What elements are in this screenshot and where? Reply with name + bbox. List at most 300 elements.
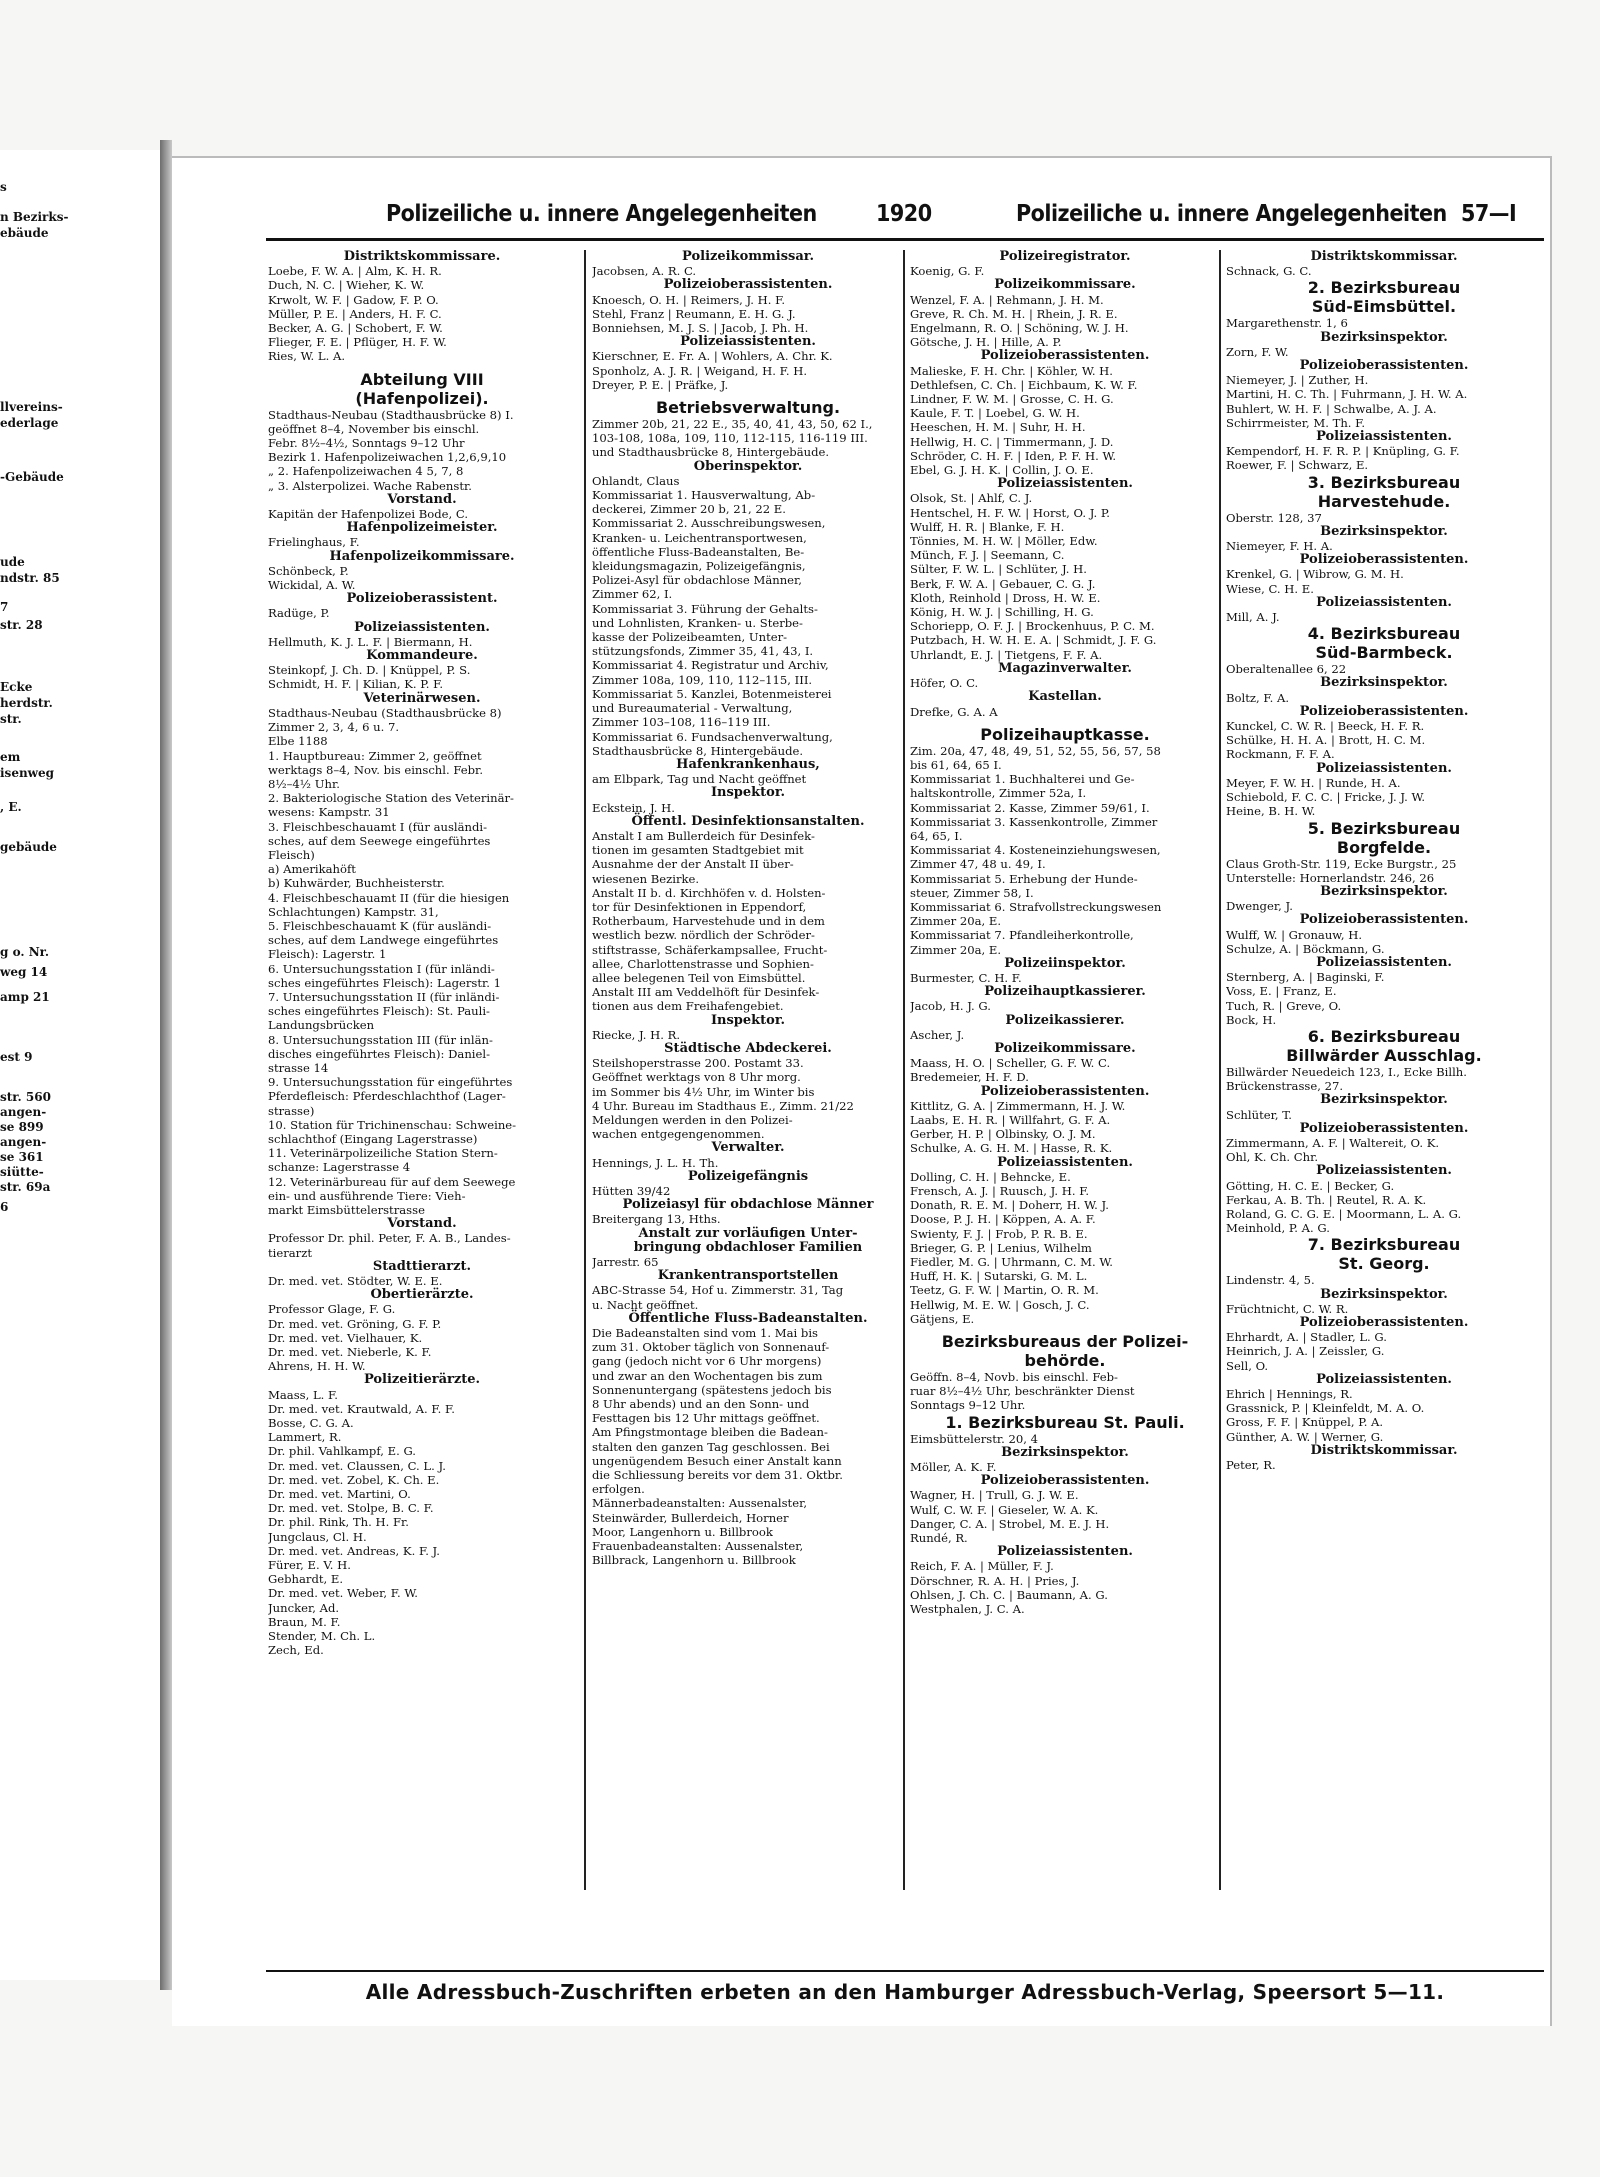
entry-line: Kranken- u. Leichentransportwesen, [592,530,807,545]
running-header [216,195,1544,235]
entry-line: Schlüter, T. [1226,1107,1292,1122]
entry-line: Brieger, G. P. | Lenius, Wilhelm [910,1240,1092,1255]
entry-line: Dr. med. vet. Zobel, K. Ch. E. [268,1472,440,1487]
entry-line: Zimmer 108a, 109, 110, 112–115, III. [592,672,813,687]
entry-line: Ferkau, A. B. Th. | Reutel, R. A. K. [1226,1192,1427,1207]
entry-line: Olsok, St. | Ahlf, C. J. [910,491,1033,506]
entry-line: Meyer, F. W. H. | Runde, H. A. [1226,775,1401,790]
entry-line: Dethlefsen, C. Ch. | Eichbaum, K. W. F. [910,377,1138,392]
entry-line: 4 Uhr. Bureau im Stadthaus E., Zimm. 21/22 [592,1098,854,1113]
column-2 [592,250,904,1900]
entry-line: Heine, B. H. W. [1226,804,1316,819]
section-heading: Bezirksinspektor. [1320,1092,1448,1108]
entry-line: Lammert, R. [268,1430,342,1445]
entry-line: Niemeyer, F. H. A. [1226,539,1333,554]
section-heading: Stadttierarzt. [372,1258,472,1274]
bureau-heading: Süd-Barmbeck. [1315,643,1453,663]
section-heading: Polizeikommissare. [994,277,1136,293]
entry-line: Kommissariat 1. Buchhalterei und Ge- [910,772,1135,787]
entry-line: tor für Desinfektionen in Eppendorf, [592,899,807,914]
entry-line: Kittlitz, G. A. | Zimmermann, H. J. W. [910,1098,1126,1113]
section-heading: bringung obdachloser Familien [633,1239,863,1255]
bureau-heading: Bezirksbureaus der Polizei- [941,1332,1189,1352]
entry-line: schanze: Lagerstrasse 4 [268,1160,411,1175]
entry-line: Breitergang 13, Hths. [592,1212,721,1227]
entry-line: Kaule, F. T. | Loebel, G. W. H. [910,406,1080,421]
entry-line: Sonnenuntergang (spätestens jedoch bis [592,1382,832,1397]
section-heading: Bezirksinspektor. [1320,675,1448,691]
left-page-text: str. 69a [0,1180,51,1194]
entry-line: Münch, F. J. | Seemann, C. [910,548,1065,563]
entry-line: Geöffn. 8–4, Novb. bis einschl. Feb- [910,1370,1118,1385]
entry-line: Fürer, E. V. H. [268,1558,351,1573]
entry-line: allee, Charlottenstrasse und Sophien- [592,956,814,971]
entry-line: und Lohnlisten, Kranken- u. Sterbe- [592,615,803,630]
bureau-heading: St. Georg. [1338,1254,1430,1274]
entry-line: Schmidt, H. F. | Kilian, K. P. F. [268,677,444,692]
entry-line: ungenügendem Besuch einer Anstalt kann [592,1453,842,1468]
entry-line: werktags 8–4, Nov. bis einschl. Febr. [268,762,484,777]
entry-line: Hellwig, M. E. W. | Gosch, J. C. [910,1297,1090,1312]
entry-line: Ohl, K. Ch. Chr. [1226,1150,1319,1165]
entry-line: „ 3. Alsterpolizei. Wache Rabenstr. [268,478,472,493]
entry-line: Teetz, G. F. W. | Martin, O. R. M. [910,1283,1099,1298]
left-page-text: siütte- [0,1165,44,1179]
entry-line: Braun, M. F. [268,1614,341,1629]
entry-line: Hellwig, H. C. | Timmermann, J. D. [910,434,1114,449]
entry-line: Buhlert, W. H. F. | Schwalbe, A. J. A. [1226,401,1437,416]
header-year: 1920 [876,201,932,227]
entry-line: Schirrmeister, M. Th. F. [1226,415,1366,430]
left-page-text: 7 [0,600,9,614]
section-heading: Polizeioberassistent. [346,591,498,607]
entry-line: Boltz, F. A. [1226,690,1290,705]
entry-line: strasse 14 [268,1060,329,1075]
entry-line: Schlachtungen) Kampstr. 31, [268,904,439,919]
entry-line: 6. Untersuchungsstation I (für inländi- [268,961,495,976]
entry-line: Dr. med. vet. Weber, F. W. [268,1586,418,1601]
section-heading: Krankentransportstellen [657,1268,839,1284]
section-heading: Polizeioberassistenten. [1299,703,1469,719]
entry-line: u. Nacht geöffnet. [592,1297,699,1312]
section-heading: Polizeihauptkassierer. [984,984,1146,1000]
entry-line: Bezirk 1. Hafenpolizeiwachen 1,2,6,9,10 [268,450,507,465]
left-page-text: weg 14 [0,965,48,979]
entry-line: 1. Hauptbureau: Zimmer 2, geöffnet [268,748,482,763]
entry-line: Ahrens, H. H. W. [268,1359,366,1374]
entry-line: Bosse, C. G. A. [268,1416,354,1431]
entry-line: Wenzel, F. A. | Rehmann, J. H. M. [910,292,1104,307]
entry-line: Sponholz, A. J. R. | Weigand, H. F. H. [592,363,808,378]
section-heading: Distriktskommissar. [1310,1442,1458,1458]
entry-line: Rockmann, F. F. A. [1226,747,1335,762]
entry-line: 9. Untersuchungsstation für eingeführtes [268,1075,513,1090]
section-heading: Polizeitierärzte. [363,1372,481,1388]
entry-line: Heinrich, J. A. | Zeissler, G. [1226,1344,1385,1359]
entry-line: Schülke, H. H. A. | Brott, H. C. M. [1226,733,1426,748]
entry-line: Meldungen werden in den Polizei- [592,1112,793,1127]
entry-line: König, H. W. J. | Schilling, H. G. [910,605,1094,620]
entry-line: Jacob, H. J. G. [910,999,991,1014]
bureau-heading: 3. Bezirksbureau [1307,472,1461,492]
section-heading: Polizeigefängnis [687,1168,809,1184]
entry-line: Ascher, J. [910,1027,965,1042]
entry-line: Gätjens, E. [910,1311,975,1326]
section-heading: Polizeioberassistenten. [1299,1120,1469,1136]
bureau-heading: 2. Bezirksbureau [1307,278,1461,298]
entry-line: ruar 8½–4½ Uhr, beschränkter Dienst [910,1384,1135,1399]
entry-line: Dolling, C. H. | Behncke, E. [910,1169,1071,1184]
column-3 [910,250,1220,1900]
entry-line: Professor Dr. phil. Peter, F. A. B., Landes- [268,1231,511,1246]
section-heading: Polizeioberassistenten. [1299,358,1469,374]
entry-line: öffentliche Fluss-Badeanstalten, Be- [592,544,805,559]
entry-line: Schröder, C. H. F. | Iden, P. F. H. W. [910,448,1117,463]
entry-line: Kommissariat 4. Kosteneinziehungswesen, [910,843,1161,858]
section-heading: Polizeioberassistenten. [1299,552,1469,568]
entry-line: Hennings, J. L. H. Th. [592,1155,719,1170]
entry-line: Reich, F. A. | Müller, F. J. [910,1559,1054,1574]
section-heading: Öffentl. Desinfektionsanstalten. [631,813,865,829]
section-heading: Polizeiregistrator. [999,250,1131,264]
entry-line: Wulff, W. | Gronauw, H. [1226,927,1363,942]
bureau-heading: Harvestehude. [1317,491,1451,511]
entry-line: am Elbpark, Tag und Nacht geöffnet [592,772,807,787]
section-heading: Polizeiassistenten. [997,476,1133,492]
entry-line: Jacobsen, A. R. C. [592,264,697,279]
entry-line: 4. Fleischbeschauamt II (für die hiesigen [268,890,510,905]
entry-line: erfolgen. [592,1482,645,1497]
entry-line: Gerber, H. P. | Olbinsky, O. J. M. [910,1127,1096,1142]
entry-line: geöffnet 8–4, November bis einschl. [268,421,480,436]
entry-line: Ausnahme der der Anstalt II über- [592,857,794,872]
section-heading: Distriktskommissare. [343,250,501,264]
left-page-text: -Gebäude [0,470,64,484]
entry-line: Brückenstrasse, 27. [1226,1079,1344,1094]
entry-line: Jungclaus, Cl. H. [268,1529,367,1544]
entry-line: Steilshoperstrasse 200. Postamt 33. [592,1056,804,1071]
entry-line: Duch, N. C. | Wieher, K. W. [268,278,425,293]
entry-line: Schiebold, F. C. C. | Fricke, J. J. W. [1226,790,1426,805]
section-heading: Polizeikassierer. [1005,1012,1125,1028]
entry-line: Müller, P. E. | Anders, H. F. C. [268,306,442,321]
entry-line: Ries, W. L. A. [268,349,346,364]
entry-line: Professor Glage, F. G. [268,1302,396,1317]
entry-line: Schönbeck, P. [268,563,349,578]
entry-line: Kommissariat 7. Pfandleiherkontrolle, [910,928,1134,943]
entry-line: Hellmuth, K. J. L. F. | Biermann, H. [268,634,473,649]
entry-line: Putzbach, H. W. H. E. A. | Schmidt, J. F. G. [910,633,1157,648]
entry-line: Frielinghaus, F. [268,535,360,550]
section-heading: Bezirksinspektor. [1320,329,1448,345]
entry-line: Berk, F. W. A. | Gebauer, C. G. J. [910,576,1096,591]
entry-line: b) Kuhwärder, Buchheisterstr. [268,876,445,891]
entry-line: Martini, H. C. Th. | Fuhrmann, J. H. W. A. [1226,387,1468,402]
entry-line: Radüge, P. [268,606,330,621]
header-page-number: 57—I [1461,201,1517,227]
entry-line: Steinwärder, Bullerdeich, Horner [592,1510,789,1525]
entry-line: Frauenbadeanstalten: Aussenalster, [592,1539,804,1554]
entry-line: Rundé, R. [910,1531,968,1546]
entry-line: Billbrack, Langenhorn u. Billbrook [592,1553,796,1568]
entry-line: und zwar an den Wochentagen bis zum [592,1368,823,1383]
section-heading: Vorstand. [387,1216,457,1232]
entry-line: Kommissariat 2. Ausschreibungswesen, [592,516,826,531]
entry-line: Laabs, E. H. R. | Willfahrt, G. F. A. [910,1112,1111,1127]
bureau-heading: Abteilung VIII [360,369,484,389]
left-page-text: isenweg [0,766,55,780]
entry-line: kasse der Polizeibeamten, Unter- [592,630,788,645]
entry-line: bis 61, 64, 65 I. [910,757,1002,772]
entry-line: Früchtnicht, C. W. R. [1226,1301,1349,1316]
entry-line: Wickidal, A. W. [268,578,356,593]
section-heading: Bezirksinspektor. [1320,1286,1448,1302]
section-heading: Polizeioberassistenten. [980,1473,1150,1489]
entry-line: Wiese, C. H. E. [1226,581,1314,596]
entry-line: Voss, E. | Franz, E. [1226,984,1337,999]
entry-line: Lindenstr. 4, 5. [1226,1273,1315,1288]
section-heading: Polizeiassistenten. [680,334,816,350]
entry-line: Moor, Langenhorn u. Billbrook [592,1524,773,1539]
bureau-heading: 6. Bezirksbureau [1307,1026,1461,1046]
entry-line: Schnack, G. C. [1226,264,1312,279]
section-heading: Verwalter. [711,1140,785,1156]
entry-line: Sell, O. [1226,1358,1269,1373]
entry-line: Dr. med. vet. Stödter, W. E. E. [268,1274,443,1289]
section-heading: Polizeikommissare. [994,1040,1136,1056]
entry-line: Stadthaus-Neubau (Stadthausbrücke 8) I. [268,407,514,422]
bureau-heading: 4. Bezirksbureau [1307,624,1461,644]
entry-line: deckerei, Zimmer 20 b, 21, 22 E. [592,502,786,517]
entry-line: Tuch, R. | Greve, O. [1226,998,1342,1013]
entry-line: stützungsfonds, Zimmer 35, 41, 43, I. [592,644,814,659]
entry-line: Anstalt III am Veddelhöft für Desinfek- [592,985,820,1000]
entry-line: Ohlsen, J. Ch. C. | Baumann, A. G. [910,1587,1108,1602]
footer-notice: Alle Adressbuch-Zuschriften erbeten an den Hamburger Adressbuch-Verlag, Speersort 5—11. [365,1980,1445,2004]
left-page-text: est 9 [0,1050,33,1064]
left-page-text: ebäude [0,226,49,240]
entry-line: Die Badeanstalten sind vom 1. Mai bis [592,1326,818,1341]
section-heading: Oberinspektor. [693,458,803,474]
entry-line: Ebel, G. J. H. K. | Collin, J. O. E. [910,463,1094,478]
entry-line: Danger, C. A. | Strobel, M. E. J. H. [910,1516,1110,1531]
section-heading: Bezirksinspektor. [1001,1444,1129,1460]
entry-line: im Sommer bis 4½ Uhr, im Winter bis [592,1084,815,1099]
entry-line: Zimmer 103–108, 116–119 III. [592,715,771,730]
entry-line: Kloth, Reinhold | Dross, H. W. E. [910,590,1101,605]
entry-line: Möller, A. K. F. [910,1460,997,1475]
entry-line: Jarrestr. 65 [592,1255,659,1270]
entry-line: steuer, Zimmer 58, I. [910,885,1034,900]
entry-line: Margarethenstr. 1, 6 [1226,316,1348,331]
entry-line: Greve, R. Ch. M. H. | Rhein, J. R. E. [910,306,1118,321]
section-heading: Polizeioberassistenten. [1299,912,1469,928]
section-heading: Polizeioberassistenten. [1299,1314,1469,1330]
entry-line: Dr. med. vet. Nieberle, K. F. [268,1345,432,1360]
entry-line: westlich bezw. nördlich der Schröder- [592,928,815,943]
entry-line: Zorn, F. W. [1226,344,1289,359]
entry-line: Schulze, A. | Böckmann, G. [1226,941,1385,956]
left-page-text: , E. [0,800,22,814]
header-left-title: Polizeiliche u. innere Angelegenheiten [386,201,817,227]
entry-line: Ehrhardt, A. | Stadler, L. G. [1226,1330,1387,1345]
section-heading: Magazinverwalter. [998,660,1132,676]
entry-line: Fleisch): Lagerstr. 1 [268,947,387,962]
entry-line: Männerbadeanstalten: Aussenalster, [592,1496,808,1511]
entry-line: Donath, R. E. M. | Doherr, H. W. J. [910,1198,1109,1213]
entry-line: Schulke, A. G. H. M. | Hasse, R. K. [910,1141,1113,1156]
entry-line: Anstalt I am Bullerdeich für Desinfek- [592,828,815,843]
entry-line: kleidungsmagazin, Polizeigefängnis, [592,559,806,574]
section-heading: Polizeiassistenten. [354,619,490,635]
entry-line: Dr. med. vet. Stolpe, B. C. F. [268,1501,434,1516]
entry-line: Götting, H. C. E. | Becker, G. [1226,1178,1395,1193]
entry-line: Juncker, Ad. [268,1600,340,1615]
entry-line: 12. Veterinärbureau für auf dem Seewege [268,1174,516,1189]
entry-line: Wulff, H. R. | Blanke, F. H. [910,519,1065,534]
entry-line: Stadthausbrücke 8, Hintergebäude. [592,743,804,758]
left-page-text: em [0,750,21,764]
entry-line: Zimmer 2, 3, 4, 6 u. 7. [268,720,400,735]
entry-line: sches eingeführtes Fleisch): Lagerstr. 1 [268,975,502,990]
entry-line: Dr. med. vet. Krautwald, A. F. F. [268,1401,455,1416]
entry-line: Wagner, H. | Trull, G. J. W. E. [910,1488,1079,1503]
entry-line: Drefke, G. A. A [910,704,998,719]
entry-line: „ 2. Hafenpolizeiwachen 4 5, 7, 8 [268,464,464,479]
column-separator [1219,250,1221,1890]
bureau-heading: 5. Bezirksbureau [1307,818,1461,838]
entry-line: Zim. 20a, 47, 48, 49, 51, 52, 55, 56, 57, 58 [910,743,1161,758]
entry-line: Lindner, F. W. M. | Grosse, C. H. G. [910,392,1114,407]
entry-line: Zimmer 20a, E. [910,914,1002,929]
entry-line: Günther, A. W. | Werner, G. [1226,1429,1384,1444]
entry-line: haltskontrolle, Zimmer 52a, I. [910,786,1087,801]
entry-line: Westphalen, J. C. A. [910,1602,1025,1617]
entry-line: 103-108, 108a, 109, 110, 112-115, 116-119 III. [592,431,868,446]
entry-line: Unterstelle: Hornerlandstr. 246, 26 [1226,870,1435,885]
section-heading: Veterinärwesen. [363,690,481,706]
entry-line: wiesenen Bezirke. [592,871,700,886]
section-heading: Polizeiassistenten. [997,1154,1133,1170]
section-heading: Kommandeure. [366,648,478,664]
entry-line: Burmester, C. H. F. [910,970,1022,985]
section-heading: Öffentliche Fluss-Badeanstalten. [628,1310,868,1326]
entry-line: Peter, R. [1226,1458,1276,1473]
left-page-fragment [0,150,162,1980]
entry-line: und Stadthausbrücke 8, Hintergebäude. [592,445,830,460]
entry-line: und Bureaumaterial - Verwaltung, [592,701,793,716]
entry-line: Becker, A. G. | Schobert, F. W. [268,321,443,336]
entry-line: Dwenger, J. [1226,899,1293,914]
entry-line: Stadthaus-Neubau (Stadthausbrücke 8) [268,705,502,720]
entry-line: Festtagen bis 12 Uhr mittags geöffnet. [592,1411,820,1426]
entry-line: Uhrlandt, E. J. | Tietgens, F. F. A. [910,647,1103,662]
left-page-text: ederlage [0,416,59,430]
left-page-text: n Bezirks- [0,210,69,224]
entry-line: Febr. 8½–4½, Sonntags 9–12 Uhr [268,436,465,451]
left-page-text: se 899 [0,1120,44,1134]
entry-line: Roewer, F. | Schwarz, E. [1226,458,1369,473]
entry-line: Krwolt, W. F. | Gadow, F. P. O. [268,292,439,307]
entry-line: wachen entgegengenommen. [592,1127,765,1142]
entry-line: Kierschner, E. Fr. A. | Wohlers, A. Chr. K. [592,349,833,364]
entry-line: 2. Bakteriologische Station des Veterinär- [268,791,514,806]
bureau-heading: behörde. [1024,1351,1106,1371]
left-page-text: gebäude [0,840,57,854]
bureau-heading: 7. Bezirksbureau [1307,1235,1461,1255]
left-page-text: 6 [0,1200,9,1214]
header-rule [266,238,1544,241]
entry-line: Kommissariat 6. Fundsachenverwaltung, [592,729,833,744]
section-heading: Kastellan. [1028,689,1102,705]
entry-line: sches, auf dem Landwege eingeführtes [268,933,499,948]
section-heading: Hafenkrankenhaus, [676,756,820,772]
entry-line: Schoriepp, O. F. J. | Brockenhuus, P. C. M. [910,619,1155,634]
entry-line: schlachthof (Eingang Lagerstrasse) [268,1131,478,1146]
section-heading: Anstalt zur vorläufigen Unter- [638,1225,858,1241]
left-page-text: ndstr. 85 [0,571,60,585]
entry-line: markt Eimsbüttelerstrasse [268,1203,425,1217]
entry-line: tionen aus dem Freihafengebiet. [592,999,784,1014]
entry-line: stiftstrasse, Schäferkampsallee, Frucht- [592,942,828,957]
entry-line: Eckstein, J. H. [592,800,675,815]
entry-line: Zimmer 47, 48 u. 49, I. [910,857,1046,872]
entry-line: Sonntags 9–12 Uhr. [910,1398,1026,1413]
entry-line: Doose, P. J. H. | Köppen, A. A. F. [910,1212,1096,1227]
section-heading: Polizeikommissar. [682,250,814,264]
section-heading: Polizeiinspektor. [1004,955,1126,971]
bureau-heading: 1. Bezirksbureau St. Pauli. [945,1412,1185,1432]
section-heading: Vorstand. [387,491,457,507]
entry-line: Maass, H. O. | Scheller, G. F. W. C. [910,1056,1111,1071]
entry-line: 3. Fleischbeschauamt I (für ausländi- [268,819,488,834]
entry-line: Kommissariat 3. Führung der Gehalts- [592,601,818,616]
entry-line: gang (jedoch nicht vor 6 Uhr morgens) [592,1354,822,1369]
entry-line: Kommissariat 4. Registratur und Archiv, [592,658,829,673]
entry-line: Hütten 39/42 [592,1184,671,1198]
entry-line: Polizei-Asyl für obdachlose Männer, [592,573,802,588]
entry-line: 64, 65, I. [910,828,963,843]
entry-line: Mill, A. J. [1226,610,1280,625]
entry-line: Frensch, A. J. | Ruusch, J. H. F. [910,1184,1090,1198]
bureau-heading: (Hafenpolizei). [355,388,489,408]
book-gutter [160,140,172,1990]
bureau-heading: Süd-Eimsbüttel. [1311,297,1457,317]
left-page-text: llvereins- [0,400,63,414]
entry-line: Gebhardt, E. [268,1572,344,1587]
entry-line: tierarzt [268,1245,312,1260]
section-heading: Hafenpolizeimeister. [346,520,498,536]
entry-line: tionen im gesamten Stadtgebiet mit [592,843,804,858]
entry-line: Sülter, F. W. L. | Schlüter, J. H. [910,562,1087,577]
entry-line: Knoesch, O. H. | Reimers, J. H. F. [592,292,786,307]
entry-line: Dr. phil. Vahlkampf, E. G. [268,1444,416,1459]
entry-line: Flieger, F. E. | Pflüger, H. F. W. [268,335,447,350]
section-heading: Polizeioberassistenten. [663,277,833,293]
entry-line: Riecke, J. H. R. [592,1027,681,1042]
entry-line: die Schliessung bereits vor dem 31. Oktbr. [592,1468,843,1483]
entry-line: Pferdefleisch: Pferdeschlachthof (Lager- [268,1089,506,1104]
entry-line: 8½–4½ Uhr. [268,776,340,791]
section-heading: Polizeiassistenten. [1316,760,1452,776]
entry-line: Eimsbüttelerstr. 20, 4 [910,1431,1039,1446]
entry-line: Gross, F. F. | Knüppel, P. A. [1226,1415,1384,1430]
section-heading: Polizeiassistenten. [1316,429,1452,445]
entry-line: Roland, G. C. G. E. | Moormann, L. A. G. [1226,1206,1462,1221]
entry-line: a) Amerikahöft [268,862,356,877]
left-page-text: str. [0,712,22,726]
column-separator [903,250,905,1890]
